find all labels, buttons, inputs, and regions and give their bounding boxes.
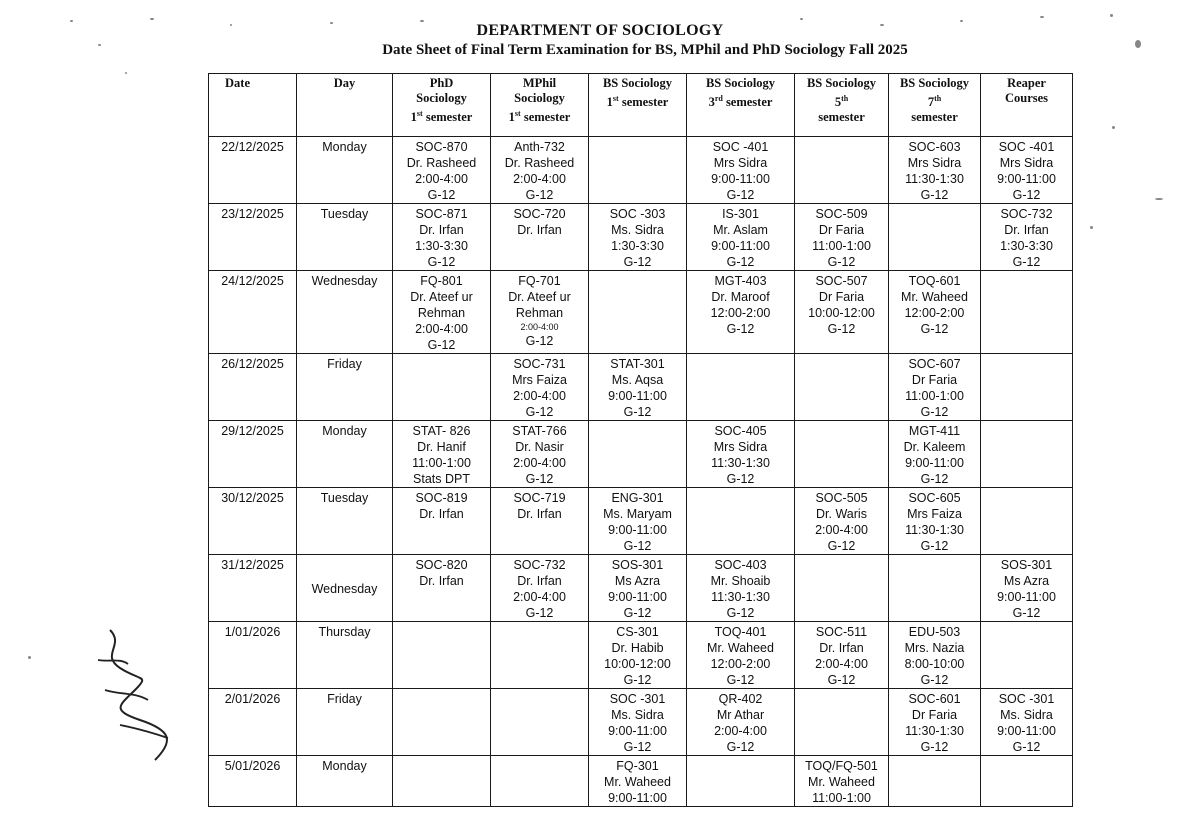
exam-cell-bs-3rd	[687, 421, 795, 488]
exam-cell-line: SOC-871	[415, 207, 468, 221]
table-row	[209, 137, 1073, 204]
exam-cell-bs-5th	[795, 622, 889, 689]
exam-cell-line: Dr. Maroof	[711, 290, 770, 304]
exam-cell-line: SOC-720	[513, 207, 566, 221]
exam-cell-bs-5th	[795, 354, 889, 421]
exam-cell-line: G-12	[726, 673, 755, 687]
exam-cell-bs-7th	[889, 555, 981, 622]
exam-cell-line: G-12	[920, 472, 949, 486]
exam-cell-bs-5th	[795, 204, 889, 271]
exam-cell-line: Mrs Sidra	[713, 156, 768, 170]
exam-cell-line: TOQ-601	[908, 274, 961, 288]
table-row	[209, 689, 1073, 756]
column-header-mphil: MPhil Sociology 1st semester	[491, 74, 589, 137]
exam-cell-bs-5th	[795, 271, 889, 354]
date-cell: 31/12/2025	[209, 555, 297, 622]
exam-cell-line: 2:00-4:00	[415, 322, 468, 336]
exam-cell-line: Mrs Faiza	[512, 373, 567, 387]
exam-cell-line: MGT-403	[714, 274, 767, 288]
exam-cell-line: SOC-820	[415, 558, 468, 572]
exam-cell-line: 1:30-3:30	[611, 239, 664, 253]
exam-cell-line: 1:30-3:30	[415, 239, 468, 253]
exam-cell-line: SOC-732	[1000, 207, 1053, 221]
exam-cell-line: Mr. Aslam	[713, 223, 768, 237]
exam-cell-line: Dr. Waris	[816, 507, 867, 521]
exam-cell-bs-3rd	[687, 137, 795, 204]
exam-cell-bs-3rd	[687, 204, 795, 271]
exam-cell-line: SOC-819	[415, 491, 468, 505]
exam-cell-line: Mr. Waheed	[808, 775, 875, 789]
handwritten-signature	[80, 620, 190, 770]
exam-cell-bs-1st	[589, 354, 687, 421]
exam-cell-bs-7th	[889, 354, 981, 421]
exam-cell-line: G-12	[920, 673, 949, 687]
exam-cell-line: Dr. Irfan	[819, 641, 864, 655]
exam-cell-bs-1st	[589, 555, 687, 622]
exam-cell-line: 11:00-1:00	[412, 456, 471, 470]
date-cell: 23/12/2025	[209, 204, 297, 271]
date-cell: 5/01/2026	[209, 756, 297, 807]
exam-cell-line: Rehman	[515, 306, 564, 320]
exam-cell-line: 9:00-11:00	[608, 523, 667, 537]
exam-cell-line: EDU-503	[908, 625, 961, 639]
exam-cell-line: G-12	[1012, 255, 1041, 269]
exam-cell-line: Ms Azra	[614, 574, 661, 588]
exam-cell-bs-3rd	[687, 756, 795, 807]
date-sheet-subtitle: Date Sheet of Final Term Examination for BS, MPhil and PhD Sociology Fall 2025	[382, 42, 908, 58]
exam-cell-line: G-12	[525, 334, 554, 348]
exam-cell-bs-1st	[589, 689, 687, 756]
exam-cell-line: G-12	[827, 255, 856, 269]
table-row	[209, 488, 1073, 555]
exam-cell-line: Dr. Irfan	[517, 574, 562, 588]
day-cell: Wednesday	[297, 555, 393, 622]
exam-cell-bs-7th	[889, 488, 981, 555]
exam-cell-line: SOC-607	[908, 357, 961, 371]
exam-cell-line: G-12	[427, 188, 456, 202]
exam-cell-line: 11:00-1:00	[812, 239, 871, 253]
exam-cell-line: SOC-507	[815, 274, 868, 288]
exam-cell-line: G-12	[525, 472, 554, 486]
exam-cell-mphil	[491, 488, 589, 555]
column-header-date: Date	[209, 74, 297, 137]
exam-cell-reaper	[981, 488, 1073, 555]
exam-cell-line: Mr. Shoaib	[710, 574, 771, 588]
day-cell: Monday	[297, 756, 393, 807]
exam-cell-line: 9:00-11:00	[608, 724, 667, 738]
exam-cell-line: 2:00-4:00	[513, 389, 566, 403]
exam-cell-phd	[393, 204, 491, 271]
exam-cell-bs-1st	[589, 204, 687, 271]
exam-cell-phd	[393, 271, 491, 354]
exam-cell-line: 9:00-11:00	[997, 172, 1056, 186]
date-cell: 2/01/2026	[209, 689, 297, 756]
exam-cell-mphil	[491, 271, 589, 354]
exam-cell-reaper	[981, 689, 1073, 756]
exam-cell-line: 11:00-1:00	[905, 389, 964, 403]
exam-cell-line: Dr. Irfan	[1004, 223, 1049, 237]
day-cell: Wednesday	[297, 271, 393, 354]
column-header-bs-3rd: BS Sociology 3rd semester	[687, 74, 795, 137]
exam-cell-line: G-12	[427, 255, 456, 269]
exam-cell-line: G-12	[827, 673, 856, 687]
exam-cell-line: SOC-509	[815, 207, 868, 221]
exam-cell-line: Dr. Rasheed	[406, 156, 477, 170]
date-cell: 26/12/2025	[209, 354, 297, 421]
exam-cell-mphil	[491, 689, 589, 756]
exam-cell-reaper	[981, 204, 1073, 271]
exam-cell-line: Dr. Irfan	[419, 223, 464, 237]
exam-cell-bs-5th	[795, 421, 889, 488]
exam-cell-line: SOS-301	[1000, 558, 1053, 572]
exam-cell-line: 11:30-1:30	[711, 590, 770, 604]
exam-cell-bs-5th	[795, 137, 889, 204]
day-cell: Monday	[297, 421, 393, 488]
exam-cell-line: 2:00-4:00	[714, 724, 767, 738]
exam-cell-line: Ms. Sidra	[611, 708, 664, 722]
exam-cell-line: G-12	[920, 740, 949, 754]
exam-cell-line: STAT-301	[610, 357, 665, 371]
day-cell: Friday	[297, 354, 393, 421]
date-cell: 30/12/2025	[209, 488, 297, 555]
exam-cell-mphil	[491, 622, 589, 689]
exam-cell-line: Dr. Irfan	[419, 574, 464, 588]
exam-cell-line: Mrs Faiza	[907, 507, 962, 521]
exam-cell-line: 9:00-11:00	[711, 239, 770, 253]
day-cell: Friday	[297, 689, 393, 756]
column-header-day: Day	[297, 74, 393, 137]
exam-cell-line: 10:00-12:00	[604, 657, 671, 671]
exam-cell-bs-1st	[589, 271, 687, 354]
day-cell: Monday	[297, 137, 393, 204]
exam-cell-line: 12:00-2:00	[710, 657, 771, 671]
exam-cell-bs-7th	[889, 271, 981, 354]
exam-cell-line: G-12	[525, 188, 554, 202]
exam-cell-bs-1st	[589, 421, 687, 488]
exam-cell-line: 2:00-4:00	[815, 657, 868, 671]
exam-cell-line: G-12	[623, 539, 652, 553]
exam-cell-line: G-12	[525, 606, 554, 620]
exam-cell-line: G-12	[726, 472, 755, 486]
exam-cell-line: SOC-511	[815, 625, 868, 639]
exam-cell-line: SOC-605	[908, 491, 961, 505]
exam-cell-line: FQ-801	[420, 274, 463, 288]
exam-cell-line: 2:00-4:00	[513, 456, 566, 470]
exam-cell-line: 10:00-12:00	[808, 306, 875, 320]
exam-cell-bs-5th	[795, 689, 889, 756]
exam-cell-bs-5th	[795, 756, 889, 807]
exam-cell-line: G-12	[920, 539, 949, 553]
exam-cell-line: Dr Faria	[911, 708, 958, 722]
exam-cell-line: G-12	[623, 673, 652, 687]
exam-cell-bs-3rd	[687, 555, 795, 622]
exam-cell-line: Rehman	[417, 306, 466, 320]
column-header-bs-1st: BS Sociology 1st semester	[589, 74, 687, 137]
exam-cell-line: 12:00-2:00	[904, 306, 965, 320]
day-cell: Tuesday	[297, 204, 393, 271]
exam-cell-line: G-12	[920, 188, 949, 202]
exam-cell-bs-3rd	[687, 689, 795, 756]
exam-cell-line: Ms Azra	[1003, 574, 1050, 588]
exam-cell-line: SOC-403	[714, 558, 767, 572]
exam-cell-line: Dr. Habib	[611, 641, 664, 655]
exam-cell-line: CS-301	[616, 625, 659, 639]
exam-cell-line: 11:30-1:30	[711, 456, 770, 470]
exam-cell-line: 9:00-11:00	[997, 724, 1056, 738]
exam-cell-line: SOC-732	[513, 558, 566, 572]
exam-cell-bs-7th	[889, 204, 981, 271]
date-cell: 29/12/2025	[209, 421, 297, 488]
exam-cell-mphil	[491, 421, 589, 488]
exam-cell-line: Dr. Irfan	[517, 223, 562, 237]
exam-cell-line: 2:00-4:00	[513, 172, 566, 186]
exam-cell-bs-1st	[589, 137, 687, 204]
exam-cell-mphil	[491, 204, 589, 271]
exam-cell-line: G-12	[1012, 188, 1041, 202]
exam-cell-phd	[393, 137, 491, 204]
exam-cell-reaper	[981, 421, 1073, 488]
exam-cell-line: Dr Faria	[911, 373, 958, 387]
exam-cell-line: 11:30-1:30	[905, 724, 964, 738]
table-row	[209, 271, 1073, 354]
exam-cell-line: Ms. Maryam	[603, 507, 672, 521]
exam-date-sheet-table	[208, 73, 1073, 807]
exam-cell-line: 9:00-11:00	[608, 791, 667, 805]
exam-cell-line: 9:00-11:00	[608, 389, 667, 403]
exam-cell-line: SOC-601	[908, 692, 961, 706]
exam-cell-line: Mr. Waheed	[604, 775, 671, 789]
exam-cell-line: SOS-301	[611, 558, 664, 572]
exam-cell-line: G-12	[827, 539, 856, 553]
exam-cell-line: G-12	[427, 338, 456, 352]
exam-cell-phd	[393, 488, 491, 555]
date-cell: 22/12/2025	[209, 137, 297, 204]
exam-cell-line: 1:30-3:30	[1000, 239, 1053, 253]
exam-cell-line: Dr. Nasir	[515, 440, 564, 454]
exam-cell-reaper	[981, 756, 1073, 807]
exam-cell-phd	[393, 689, 491, 756]
exam-cell-bs-7th	[889, 689, 981, 756]
exam-cell-line: G-12	[726, 322, 755, 336]
exam-cell-line: 12:00-2:00	[710, 306, 771, 320]
exam-cell-line: G-12	[525, 405, 554, 419]
exam-cell-line: SOC -401	[998, 140, 1055, 154]
exam-cell-line: Ms. Aqsa	[611, 373, 664, 387]
exam-cell-line: SOC -301	[609, 692, 666, 706]
exam-cell-line: SOC-719	[513, 491, 566, 505]
exam-cell-line: 8:00-10:00	[904, 657, 965, 671]
exam-cell-line: 9:00-11:00	[711, 172, 770, 186]
exam-cell-line: SOC-603	[908, 140, 961, 154]
exam-cell-line: Mr. Waheed	[707, 641, 774, 655]
exam-cell-line: G-12	[827, 322, 856, 336]
exam-cell-line: G-12	[920, 322, 949, 336]
exam-cell-line: Dr. Ateef ur	[508, 290, 571, 304]
exam-cell-mphil	[491, 137, 589, 204]
exam-cell-bs-3rd	[687, 622, 795, 689]
exam-cell-line: STAT- 826	[412, 424, 471, 438]
date-cell: 1/01/2026	[209, 622, 297, 689]
exam-cell-line: G-12	[726, 606, 755, 620]
table-row	[209, 421, 1073, 488]
exam-cell-line: Dr. Kaleem	[903, 440, 966, 454]
exam-cell-line: G-12	[1012, 606, 1041, 620]
exam-cell-mphil	[491, 756, 589, 807]
exam-cell-bs-5th	[795, 488, 889, 555]
column-header-reaper: Reaper Courses	[981, 74, 1073, 137]
exam-cell-line: SOC -301	[998, 692, 1055, 706]
exam-cell-line: IS-301	[722, 207, 759, 221]
exam-cell-phd	[393, 354, 491, 421]
exam-cell-phd	[393, 421, 491, 488]
exam-cell-line: Mrs Sidra	[907, 156, 962, 170]
day-cell: Thursday	[297, 622, 393, 689]
exam-cell-bs-7th	[889, 756, 981, 807]
exam-cell-phd	[393, 622, 491, 689]
exam-cell-line: Anth-732	[514, 140, 565, 154]
exam-cell-line: SOC -303	[609, 207, 666, 221]
exam-cell-line: SOC-870	[415, 140, 468, 154]
header-row	[209, 74, 1073, 137]
exam-cell-line: Dr. Rasheed	[504, 156, 575, 170]
exam-cell-line: G-12	[623, 405, 652, 419]
exam-cell-line: G-12	[726, 740, 755, 754]
exam-cell-bs-3rd	[687, 354, 795, 421]
exam-cell-line: Mrs Sidra	[999, 156, 1054, 170]
table-row	[209, 354, 1073, 421]
exam-cell-bs-7th	[889, 137, 981, 204]
exam-cell-mphil	[491, 354, 589, 421]
exam-cell-line: 9:00-11:00	[905, 456, 964, 470]
exam-cell-line: 2:00-4:00	[520, 322, 559, 332]
exam-cell-reaper	[981, 137, 1073, 204]
exam-cell-bs-7th	[889, 622, 981, 689]
exam-cell-line: G-12	[1012, 740, 1041, 754]
exam-cell-line: FQ-301	[616, 759, 659, 773]
exam-cell-line: Dr. Hanif	[417, 440, 466, 454]
exam-cell-bs-3rd	[687, 488, 795, 555]
exam-cell-line: SOC-505	[815, 491, 868, 505]
exam-cell-line: SOC-731	[513, 357, 566, 371]
exam-cell-line: Dr. Irfan	[419, 507, 464, 521]
exam-cell-reaper	[981, 354, 1073, 421]
day-cell: Tuesday	[297, 488, 393, 555]
exam-cell-line: QR-402	[718, 692, 763, 706]
exam-cell-line: STAT-766	[512, 424, 567, 438]
exam-cell-line: Dr. Irfan	[517, 507, 562, 521]
exam-cell-line: G-12	[920, 405, 949, 419]
exam-cell-reaper	[981, 271, 1073, 354]
table-row	[209, 555, 1073, 622]
exam-cell-line: Ms. Sidra	[1000, 708, 1053, 722]
table-row	[209, 204, 1073, 271]
exam-cell-mphil	[491, 555, 589, 622]
exam-cell-line: TOQ/FQ-501	[805, 759, 878, 773]
exam-cell-line: MGT-411	[908, 424, 961, 438]
exam-cell-line: 9:00-11:00	[608, 590, 667, 604]
exam-cell-line: G-12	[726, 188, 755, 202]
exam-cell-line: 11:00-1:00	[812, 791, 871, 805]
exam-cell-line: 11:30-1:30	[905, 172, 964, 186]
exam-cell-line: G-12	[623, 606, 652, 620]
column-header-phd: PhD Sociology 1st semester	[393, 74, 491, 137]
exam-cell-bs-5th	[795, 555, 889, 622]
exam-cell-line: Stats DPT	[413, 472, 470, 486]
exam-cell-line: SOC-405	[714, 424, 767, 438]
exam-cell-line: SOC -401	[712, 140, 769, 154]
exam-cell-line: 2:00-4:00	[415, 172, 468, 186]
date-cell: 24/12/2025	[209, 271, 297, 354]
exam-cell-line: TOQ-401	[714, 625, 767, 639]
column-header-bs-5th: BS Sociology 5th semester	[795, 74, 889, 137]
exam-cell-line: 2:00-4:00	[815, 523, 868, 537]
exam-cell-line: G-12	[623, 255, 652, 269]
exam-cell-line: Dr. Ateef ur	[410, 290, 473, 304]
exam-cell-phd	[393, 555, 491, 622]
table-row	[209, 756, 1073, 807]
exam-cell-line: Dr Faria	[818, 223, 865, 237]
exam-cell-line: Mrs. Nazia	[904, 641, 965, 655]
exam-cell-line: FQ-701	[518, 274, 561, 288]
exam-cell-bs-1st	[589, 622, 687, 689]
exam-cell-line: 9:00-11:00	[997, 590, 1056, 604]
exam-cell-line: Ms. Sidra	[611, 223, 664, 237]
exam-cell-reaper	[981, 622, 1073, 689]
department-title: DEPARTMENT OF SOCIOLOGY	[476, 22, 724, 39]
table-row	[209, 622, 1073, 689]
column-header-bs-7th: BS Sociology 7th semester	[889, 74, 981, 137]
exam-cell-bs-1st	[589, 488, 687, 555]
exam-cell-line: G-12	[623, 740, 652, 754]
exam-cell-line: 11:30-1:30	[905, 523, 964, 537]
exam-cell-line: Mrs Sidra	[713, 440, 768, 454]
exam-cell-line: G-12	[726, 255, 755, 269]
exam-cell-line: ENG-301	[611, 491, 664, 505]
exam-cell-bs-7th	[889, 421, 981, 488]
exam-cell-line: Dr Faria	[818, 290, 865, 304]
exam-cell-line: 2:00-4:00	[513, 590, 566, 604]
exam-cell-phd	[393, 756, 491, 807]
exam-cell-line: Mr Athar	[716, 708, 765, 722]
exam-cell-reaper	[981, 555, 1073, 622]
exam-cell-bs-3rd	[687, 271, 795, 354]
exam-cell-bs-1st	[589, 756, 687, 807]
exam-cell-line: Mr. Waheed	[901, 290, 968, 304]
